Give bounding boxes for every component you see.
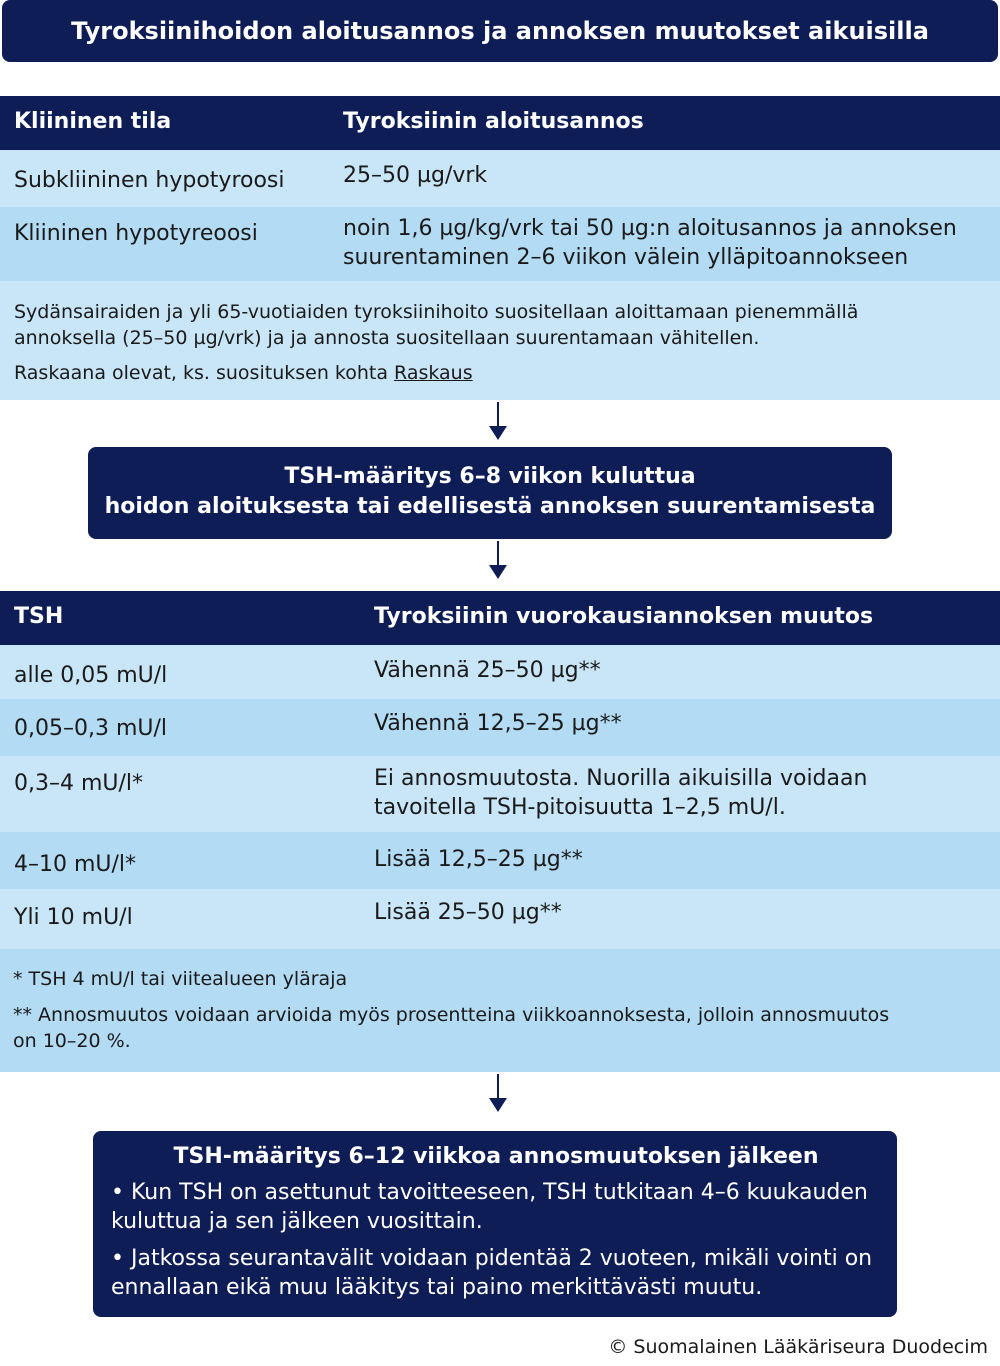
- table1-note-line2: annoksella (25–50 µg/vrk) ja ja annosta suositellaan suurentamaan vähitellen.: [14, 327, 760, 349]
- table1-header-state: Kliininen tila: [14, 109, 172, 134]
- table2-row: [0, 832, 1000, 889]
- table2-footnotes: [0, 949, 1000, 1072]
- copyright: © Suomalainen Lääkäriseura Duodecim: [608, 1336, 988, 1358]
- footnote-1: * TSH 4 mU/l tai viitealueen yläraja: [13, 968, 348, 990]
- table1-note: [0, 281, 1000, 400]
- table2-row-tsh: 4–10 mU/l*: [14, 852, 137, 877]
- footnote-2-line2: on 10–20 %.: [13, 1030, 131, 1052]
- table2-header-change: Tyroksiinin vuorokausiannoksen muutos: [374, 604, 874, 629]
- table2-row: [0, 889, 1000, 949]
- tsh-step2-bullet1-line2: kuluttua ja sen jälkeen vuosittain.: [111, 1209, 483, 1234]
- table1-row-dose: 25–50 µg/vrk: [343, 163, 488, 188]
- table1-row-dose-line1: noin 1,6 µg/kg/vrk tai 50 µg:n aloitusannos ja annoksen: [343, 216, 957, 241]
- table2-row-tsh: 0,05–0,3 mU/l: [14, 716, 168, 741]
- table1-note-line1: Sydänsairaiden ja yli 65-vuotiaiden tyroksiinihoito suositellaan aloittamaan pienemmällä: [14, 301, 859, 323]
- tsh-step2-title: TSH-määritys 6–12 viikkoa annosmuutoksen jälkeen: [173, 1144, 819, 1169]
- arrow-head-icon: [489, 1098, 507, 1112]
- table1-header-dose: Tyroksiinin aloitusannos: [343, 109, 644, 134]
- pregnancy-link[interactable]: Raskaus: [394, 362, 473, 384]
- table2-row-change: Lisää 25–50 µg**: [374, 900, 562, 925]
- arrow-head-icon: [489, 426, 507, 440]
- table2-row-change-line1: Ei annosmuutosta. Nuorilla aikuisilla voidaan: [374, 766, 868, 791]
- tsh-step2-bullet2-line1: • Jatkossa seurantavälit voidaan pidentää 2 vuoteen, mikäli vointi on: [111, 1246, 873, 1271]
- tsh-step2-bullet2-line2: ennallaan eikä muu lääkitys tai paino merkittävästi muutu.: [111, 1275, 763, 1300]
- table2-row-change: Vähennä 25–50 µg**: [374, 658, 601, 683]
- table2-row-change-line2: tavoitella TSH-pitoisuutta 1–2,5 mU/l.: [374, 795, 786, 820]
- table1-row-state: Kliininen hypotyreoosi: [14, 221, 258, 246]
- tsh-step1-line2: hoidon aloituksesta tai edellisestä annoksen suurentamisesta: [104, 494, 876, 519]
- table1-header: [0, 96, 1000, 150]
- table2-header-tsh: TSH: [14, 604, 64, 629]
- tsh-step1-line1: TSH-määritys 6–8 viikon kuluttua: [284, 464, 696, 489]
- table2-row-change: Vähennä 12,5–25 µg**: [374, 711, 622, 736]
- table1-row-state: Subkliininen hypotyroosi: [14, 168, 285, 193]
- flow-arrow: [497, 1074, 499, 1098]
- table2-row-tsh: alle 0,05 mU/l: [14, 663, 168, 688]
- table1-row-dose-line2: suurentaminen 2–6 viikon välein ylläpitoannokseen: [343, 245, 909, 270]
- tsh-step2-bullet1-line1: • Kun TSH on asettunut tavoitteeseen, TSH tutkitaan 4–6 kuukauden: [111, 1180, 868, 1205]
- table1-row: [0, 150, 1000, 207]
- table2-row-tsh: Yli 10 mU/l: [14, 905, 133, 930]
- table2-row: [0, 756, 1000, 832]
- flow-arrow: [497, 402, 499, 426]
- tsh-step2-box: [93, 1131, 897, 1317]
- arrow-head-icon: [489, 565, 507, 579]
- tsh-step1-box: [88, 447, 892, 539]
- footnote-2-line1: ** Annosmuutos voidaan arvioida myös prosentteina viikkoannoksesta, jolloin annosmuutos: [13, 1004, 890, 1026]
- table2-row: [0, 699, 1000, 756]
- table2-row-tsh: 0,3–4 mU/l*: [14, 771, 144, 796]
- table2-row-change: Lisää 12,5–25 µg**: [374, 847, 583, 872]
- table2-row: [0, 645, 1000, 699]
- flow-arrow: [497, 541, 499, 565]
- pregnancy-note: [14, 360, 473, 386]
- table1-row: [0, 207, 1000, 281]
- table2-header: [0, 591, 1000, 645]
- pregnancy-note-text: Raskaana olevat, ks. suosituksen kohta: [14, 362, 395, 384]
- diagram-title: Tyroksiinihoidon aloitusannos ja annoksen muutokset aikuisilla: [2, 0, 998, 62]
